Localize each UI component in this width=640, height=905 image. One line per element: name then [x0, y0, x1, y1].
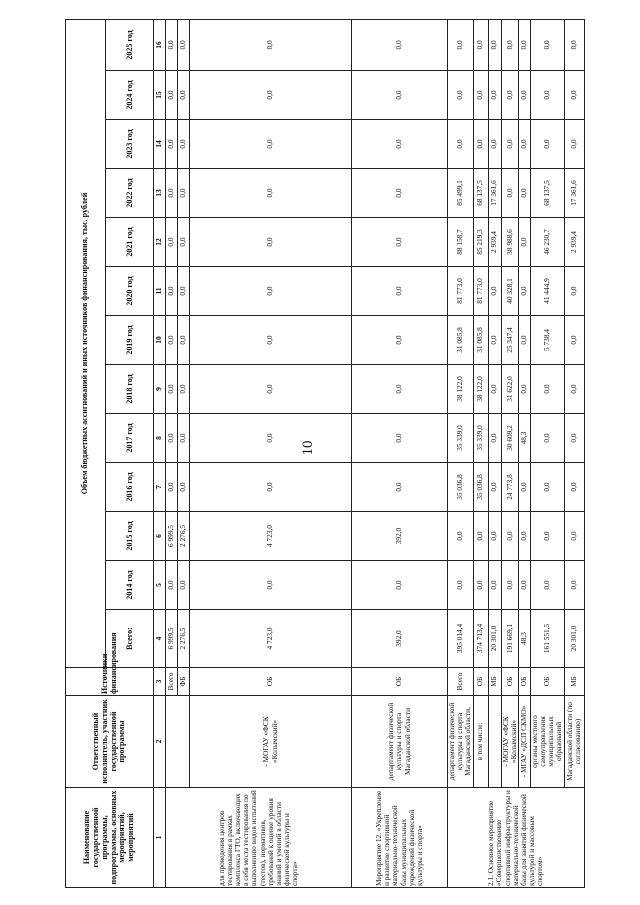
column-number: 12 — [154, 218, 166, 267]
year-value: 40 328,1 — [501, 267, 518, 316]
activity-name: Мероприятие 12. «Укрепление и развитие спортивной материально-технической базы муниципальных учреждений физической культуры и спорта» — [352, 788, 448, 888]
year-value: 0,0 — [178, 365, 190, 414]
year-value: 0,0 — [178, 316, 190, 365]
year-value: 0,0 — [166, 19, 178, 70]
executor-name: органы местного самоуправления муниципальных образований — [530, 696, 564, 788]
year-value: 0,0 — [190, 463, 352, 512]
year-value: 0,0 — [488, 267, 501, 316]
year-value: 0,0 — [190, 19, 352, 70]
table-row — [448, 19, 474, 887]
year-value: 0,0 — [564, 512, 584, 561]
year-value: 0,0 — [190, 71, 352, 120]
year-value: 2 939,4 — [488, 218, 501, 267]
year-value: 0,0 — [530, 71, 564, 120]
page-number: 10 — [300, 440, 316, 456]
year-value: 0,0 — [352, 463, 448, 512]
funding-source: ОБ — [518, 668, 530, 696]
total-value: 20 301,0 — [488, 610, 501, 668]
year-value: 0,0 — [501, 19, 518, 70]
year-value: 31 085,8 — [473, 316, 488, 365]
table-row — [352, 19, 448, 887]
year-value: 0,0 — [352, 414, 448, 463]
total-value: 48,3 — [518, 610, 530, 668]
executor-name — [488, 696, 501, 788]
header-year: 2020 год — [106, 267, 154, 316]
year-value: 0,0 — [190, 218, 352, 267]
year-value: 0,0 — [518, 512, 530, 561]
year-value: 68 137,5 — [530, 169, 564, 218]
column-number: 7 — [154, 463, 166, 512]
total-value: 6 999,5 — [166, 610, 178, 668]
year-value: 41 444,9 — [530, 267, 564, 316]
total-value: 161 551,5 — [530, 610, 564, 668]
year-value: 81 773,0 — [448, 267, 474, 316]
year-value: 0,0 — [564, 19, 584, 70]
year-value: 85 499,1 — [448, 169, 474, 218]
column-number: 15 — [154, 71, 166, 120]
year-value: 0,0 — [166, 120, 178, 169]
year-value: 0,0 — [166, 169, 178, 218]
total-value: 20 301,0 — [564, 610, 584, 668]
year-value: 0,0 — [352, 71, 448, 120]
year-value: 0,0 — [473, 71, 488, 120]
year-value: 0,0 — [564, 463, 584, 512]
header-year: 2023 год — [106, 120, 154, 169]
year-value: 0,0 — [530, 561, 564, 610]
header-year: 2017 год — [106, 414, 154, 463]
year-value: 0,0 — [166, 71, 178, 120]
year-value: 0,0 — [190, 414, 352, 463]
table-row — [501, 19, 518, 887]
header-funding-title: Объем бюджетных ассигнований и иных источников финансирования, тыс. рублей — [66, 19, 106, 667]
column-number: 14 — [154, 120, 166, 169]
year-value: 0,0 — [448, 71, 474, 120]
year-value: 25 347,4 — [501, 316, 518, 365]
year-value: 0,0 — [518, 463, 530, 512]
year-value: 35 036,8 — [448, 463, 474, 512]
year-value: 0,0 — [518, 169, 530, 218]
header-year: 2022 год — [106, 169, 154, 218]
year-value: 38 122,0 — [473, 365, 488, 414]
column-number: 11 — [154, 267, 166, 316]
year-value: 0,0 — [564, 365, 584, 414]
year-value: 6 999,5 — [166, 512, 178, 561]
year-value: 31 622,0 — [501, 365, 518, 414]
year-value: 2 939,4 — [564, 218, 584, 267]
total-value: 2 276,5 — [178, 610, 190, 668]
year-value: 0,0 — [190, 120, 352, 169]
year-value: 0,0 — [178, 463, 190, 512]
total-value: 395 014,4 — [448, 610, 474, 668]
year-value: 0,0 — [190, 316, 352, 365]
year-value: 38 988,6 — [501, 218, 518, 267]
header-executor: Ответственный исполнитель, участник государственной программы — [66, 696, 154, 788]
year-value: 0,0 — [473, 19, 488, 70]
year-value: 0,0 — [190, 267, 352, 316]
total-value: 392,0 — [352, 610, 448, 668]
year-value: 0,0 — [190, 561, 352, 610]
table-row — [488, 19, 501, 887]
funding-table — [65, 19, 585, 888]
year-value: 0,0 — [488, 463, 501, 512]
rotated-document — [65, 20, 619, 888]
column-number: 10 — [154, 316, 166, 365]
column-number: 4 — [154, 610, 166, 668]
table-row — [473, 19, 488, 887]
funding-source: ОБ — [473, 668, 488, 696]
header-total: Всего: — [106, 610, 154, 668]
header-year: 2014 год — [106, 561, 154, 610]
header-year: 2018 год — [106, 365, 154, 414]
year-value: 0,0 — [352, 267, 448, 316]
funding-source: МБ — [488, 668, 501, 696]
year-value: 0,0 — [564, 561, 584, 610]
funding-source: ОБ — [190, 668, 352, 696]
year-value: 0,0 — [448, 561, 474, 610]
total-value: 4 723,0 — [190, 610, 352, 668]
year-value: 0,0 — [501, 71, 518, 120]
executor-name: Магаданской области (по согласованию) — [564, 696, 584, 788]
year-value: 0,0 — [473, 120, 488, 169]
year-value: 0,0 — [488, 561, 501, 610]
total-value: 191 669,1 — [501, 610, 518, 668]
year-value: 0,0 — [473, 561, 488, 610]
header-year: 2016 год — [106, 463, 154, 512]
year-value: 0,0 — [190, 365, 352, 414]
year-value: 46 230,7 — [530, 218, 564, 267]
funding-source: ОБ — [530, 668, 564, 696]
year-value: 0,0 — [518, 267, 530, 316]
table-row — [530, 19, 564, 887]
year-value: 0,0 — [488, 512, 501, 561]
executor-name: - МОГАУ «ФСК «Колымский» — [501, 696, 518, 788]
year-value: 0,0 — [352, 218, 448, 267]
year-value: 0,0 — [166, 267, 178, 316]
year-value: 0,0 — [178, 169, 190, 218]
year-value: 0,0 — [178, 267, 190, 316]
activity-name: 2.1. Основное мероприятие «Совершенствование спортивной инфраструктуры и материально-технической базы для занятий физической культурой и массовым спортом» — [448, 788, 585, 888]
column-number: 9 — [154, 365, 166, 414]
activity-name: для проведения центров тестирования в рамках комплекса ГТО, включающих в себя места тестирования по выполнению видов испытаний (тестов), нормативов, требований к оценке уровня знаний и умений в области физической культуры и спорта» — [166, 788, 352, 888]
year-value: 0,0 — [530, 463, 564, 512]
year-value: 0,0 — [488, 71, 501, 120]
header-year: 2025 год — [106, 19, 154, 70]
column-number: 3 — [154, 668, 166, 696]
year-value: 17 361,6 — [564, 169, 584, 218]
year-value: 0,0 — [178, 120, 190, 169]
executor-name: - МОГАУ «ФСК «Колымский» — [190, 696, 352, 788]
document-frame — [65, 20, 619, 888]
year-value: 0,0 — [518, 561, 530, 610]
year-value: 0,0 — [530, 120, 564, 169]
year-value: 81 773,0 — [473, 267, 488, 316]
year-value: 0,0 — [178, 561, 190, 610]
year-value: 0,0 — [518, 218, 530, 267]
year-value: 0,0 — [352, 316, 448, 365]
year-value: 2 276,5 — [178, 512, 190, 561]
executor-name: - МГАУ «ДСП СКМО» — [518, 696, 530, 788]
header-year: 2024 год — [106, 71, 154, 120]
year-value: 0,0 — [501, 169, 518, 218]
column-number: 13 — [154, 169, 166, 218]
year-value: 0,0 — [564, 120, 584, 169]
year-value: 0,0 — [501, 120, 518, 169]
year-value: 0,0 — [178, 19, 190, 70]
table-row — [564, 19, 584, 887]
year-value: 0,0 — [473, 512, 488, 561]
header-source: Источники финансирования — [66, 668, 154, 696]
year-value: 24 773,8 — [501, 463, 518, 512]
year-value: 0,0 — [352, 120, 448, 169]
year-value: 0,0 — [166, 316, 178, 365]
year-value: 31 085,8 — [448, 316, 474, 365]
year-value: 0,0 — [564, 267, 584, 316]
year-value: 0,0 — [352, 561, 448, 610]
executor-name: департамент физической культуры и спорта Магаданской области, — [448, 696, 474, 788]
year-value: 0,0 — [448, 19, 474, 70]
funding-source: ОБ — [352, 668, 448, 696]
year-value: 0,0 — [190, 169, 352, 218]
year-value: 0,0 — [352, 169, 448, 218]
total-value: 374 713,4 — [473, 610, 488, 668]
year-value: 5 738,4 — [530, 316, 564, 365]
year-value: 0,0 — [564, 316, 584, 365]
year-value: 0,0 — [501, 512, 518, 561]
table-row — [518, 19, 530, 887]
column-number: 1 — [154, 788, 166, 888]
year-value: 0,0 — [564, 414, 584, 463]
year-value: 0,0 — [530, 414, 564, 463]
executor-name: в том числе: — [473, 696, 488, 788]
year-value: 0,0 — [166, 365, 178, 414]
year-value: 0,0 — [488, 316, 501, 365]
year-value: 0,0 — [166, 414, 178, 463]
year-value: 0,0 — [518, 19, 530, 70]
funding-source: ФБ — [178, 668, 190, 696]
header-year: 2021 год — [106, 218, 154, 267]
year-value: 0,0 — [178, 71, 190, 120]
funding-source: МБ — [564, 668, 584, 696]
funding-source: Всего — [166, 668, 178, 696]
year-value: 30 609,2 — [501, 414, 518, 463]
column-number: 6 — [154, 512, 166, 561]
year-value: 0,0 — [518, 120, 530, 169]
year-value: 0,0 — [448, 120, 474, 169]
year-value: 0,0 — [518, 71, 530, 120]
year-value: 0,0 — [518, 365, 530, 414]
year-value: 88 158,7 — [448, 218, 474, 267]
year-value: 38 122,0 — [448, 365, 474, 414]
year-value: 0,0 — [352, 19, 448, 70]
year-value: 0,0 — [488, 365, 501, 414]
year-value: 85 219,3 — [473, 218, 488, 267]
year-value: 0,0 — [530, 365, 564, 414]
year-value: 0,0 — [488, 414, 501, 463]
year-value: 0,0 — [178, 218, 190, 267]
year-value: 35 339,0 — [473, 414, 488, 463]
column-number: 5 — [154, 561, 166, 610]
header-year: 2019 год — [106, 316, 154, 365]
executor-name: департамент физической культуры и спорта Магаданской области — [352, 696, 448, 788]
column-number: 8 — [154, 414, 166, 463]
year-value: 0,0 — [518, 316, 530, 365]
table-row — [190, 19, 352, 887]
year-value: 0,0 — [501, 561, 518, 610]
funding-source: ОБ — [501, 668, 518, 696]
year-value: 0,0 — [352, 365, 448, 414]
column-number: 2 — [154, 696, 166, 788]
year-value: 0,0 — [564, 71, 584, 120]
year-value: 17 361,6 — [488, 169, 501, 218]
year-value: 48,3 — [518, 414, 530, 463]
year-value: 0,0 — [448, 512, 474, 561]
table-row — [166, 19, 178, 887]
header-name: Наименование государственной программы, подпрограммы, основных мероприятий, мероприятий — [66, 788, 154, 888]
column-number: 16 — [154, 19, 166, 70]
year-value: 0,0 — [488, 19, 501, 70]
year-value: 68 137,5 — [473, 169, 488, 218]
header-year: 2015 год — [106, 512, 154, 561]
year-value: 0,0 — [178, 414, 190, 463]
year-value: 0,0 — [530, 19, 564, 70]
year-value: 0,0 — [530, 512, 564, 561]
year-value: 392,0 — [352, 512, 448, 561]
year-value: 35 036,8 — [473, 463, 488, 512]
year-value: 0,0 — [166, 463, 178, 512]
year-value: 35 339,0 — [448, 414, 474, 463]
funding-source: Всего — [448, 668, 474, 696]
executor-spacer — [166, 696, 190, 788]
year-value: 0,0 — [488, 120, 501, 169]
year-value: 0,0 — [166, 561, 178, 610]
year-value: 0,0 — [166, 218, 178, 267]
year-value: 4 723,0 — [190, 512, 352, 561]
